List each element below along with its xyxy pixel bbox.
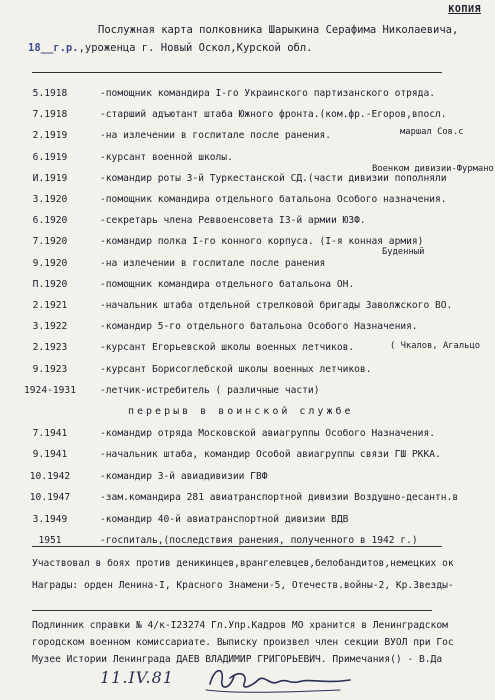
entry-text: -старший адъютант штаба Южного фронта.(ком.фр.-Егоров,впосл. xyxy=(100,109,447,121)
footer-line3: Музее Истории Ленинграда ДАЕВ ВЛАДИМИР ГРИГОРЬЕВИЧ. Примечания() - В.Да xyxy=(32,654,443,665)
awards-text: Награды: орден Ленина-I, Красного Знамени-5, Отечеств.войны-2, Кр.Звезды- xyxy=(32,580,454,591)
note-army-commander: Буденный xyxy=(382,247,425,257)
entry-date: И.1919 xyxy=(32,172,68,184)
service-entry-row xyxy=(0,173,495,187)
entry-text: -начальник штаба отдельной стрелковой бригады Заволжского ВО. xyxy=(100,300,453,311)
entry-date: 2.1921 xyxy=(32,300,68,311)
entry-text: -курсант военной школы. xyxy=(100,151,233,163)
document-title-line1: Послужная карта полковника Шарыкина Серафима Николаевича, xyxy=(98,24,459,36)
service-entry-row xyxy=(0,215,495,229)
entry-date: 7.1920 xyxy=(32,236,68,248)
service-entry-row xyxy=(0,88,495,102)
entry-date: 10.1947 xyxy=(29,492,71,504)
postwar-entry-row xyxy=(0,492,495,506)
entry-date: 3.1949 xyxy=(32,513,68,525)
entry-text: -курсант Егорьевской школы военных летчиков. xyxy=(100,342,355,354)
entry-text: -помощник командира I-го Украинского партизанского отряда. xyxy=(100,88,436,99)
note-front-commander: маршал Сов.с xyxy=(400,127,464,137)
note-division-commissar: Военком дивизии-Фурмано xyxy=(372,164,494,174)
entry-text: -на излечении в госпитале после ранения xyxy=(100,257,326,269)
birthplace-text: ,уроженца г. Новый Оскол,Курской обл. xyxy=(78,42,313,54)
footer-line1: Подлинник справки № 4/к-I23274 Гл.Упр.Кадров МО хранится в Ленинградском xyxy=(32,620,448,631)
document-title-line2 xyxy=(28,42,312,54)
entry-date: 2.1923 xyxy=(32,342,68,354)
entry-date: 10.1942 xyxy=(29,470,71,482)
footer-line2: городском военном комиссариате. Выписку произвел член секции ВУОЛ при Гос xyxy=(32,637,454,648)
entry-text: -командир 3-й авиадивизии ГВФ xyxy=(100,470,268,482)
entry-text: -начальник штаба, командир Особой авиагруппы связи ГШ РККА. xyxy=(100,449,441,461)
note-fellow-pilots: ( Чкалов, Агальцо xyxy=(390,341,481,351)
service-entry-row xyxy=(0,364,495,378)
entry-date: 6.1919 xyxy=(32,151,68,163)
postwar-entry-row xyxy=(0,428,495,442)
entry-text: -госпиталь,(последствия ранения, полученного в 1942 г.) xyxy=(100,535,418,546)
entry-date: 2.1919 xyxy=(32,130,68,142)
entry-text: -зам.командира 281 авиатранспортной дивизии Воздушно-десантн.в xyxy=(100,492,459,504)
service-entry-row xyxy=(0,109,495,123)
footer-divider xyxy=(32,610,432,611)
entry-text: -секретарь члена Реввоенсовета I3-й армии ЮЗФ. xyxy=(100,215,366,227)
entry-text: -помощник командира отдельного батальона ОН. xyxy=(100,278,355,290)
service-entry-row xyxy=(0,300,495,314)
entry-date: 1951 xyxy=(38,535,62,546)
service-entry-row xyxy=(0,279,495,293)
postwar-entry-row xyxy=(0,514,495,528)
entry-text: -на излечении в госпитале после ранения. xyxy=(100,130,332,142)
entry-text: -летчик-истребитель ( различные части) xyxy=(100,384,320,396)
postwar-entry-row xyxy=(0,471,495,485)
service-break-heading: перерыв в воинской службе xyxy=(128,406,354,417)
entry-date: П.1920 xyxy=(32,278,68,290)
copy-label: КОПИЯ xyxy=(448,4,481,15)
service-entry-row xyxy=(0,321,495,335)
entry-text: -командир 5-го отдельного батальона Особого Назначения. xyxy=(100,321,418,333)
entry-text: -помощник командира отдельного батальона Особого назначения. xyxy=(100,194,447,205)
title-underline xyxy=(32,72,442,73)
entry-date: 9.1923 xyxy=(32,363,68,375)
entry-text: -командир 40-й авиатранспортной дивизии ВДВ xyxy=(100,513,349,525)
entry-date: 9.1920 xyxy=(32,257,68,269)
entry-date: 6.1920 xyxy=(32,215,68,227)
service-entry-row xyxy=(0,385,495,399)
entry-date: 7.1941 xyxy=(32,428,68,439)
postwar-entry-row xyxy=(0,449,495,463)
entry-date: 9.1941 xyxy=(32,449,68,461)
section-divider xyxy=(32,546,442,547)
entry-text: -командир полка I-го конного корпуса. (I-я конная армия) xyxy=(100,236,424,248)
handwritten-date: 11.IV.81 xyxy=(100,668,174,687)
handwritten-signature xyxy=(200,660,360,696)
entry-date: 1924-1931 xyxy=(24,384,76,396)
entry-date: 7.1918 xyxy=(32,109,68,121)
service-entry-row xyxy=(0,258,495,272)
entry-date: 5.1918 xyxy=(32,88,68,99)
service-entry-row xyxy=(0,194,495,208)
entry-text: -командир роты 3-й Туркестанской СД.(части дивизии пополняли xyxy=(100,172,447,184)
combat-participation-text: Участвовал в боях против деникинцев,врангелевцев,белобандитов,немецких ок xyxy=(32,558,454,569)
entry-date: 3.1920 xyxy=(32,194,68,205)
entry-text: -курсант Борисоглебской школы военных летчиков. xyxy=(100,363,372,375)
entry-date: 3.1922 xyxy=(32,321,68,333)
entry-text: -командир отряда Московской авиагруппы Особого Назначения. xyxy=(100,428,436,439)
redacted-birth-year: 18__г.р. xyxy=(28,42,79,54)
